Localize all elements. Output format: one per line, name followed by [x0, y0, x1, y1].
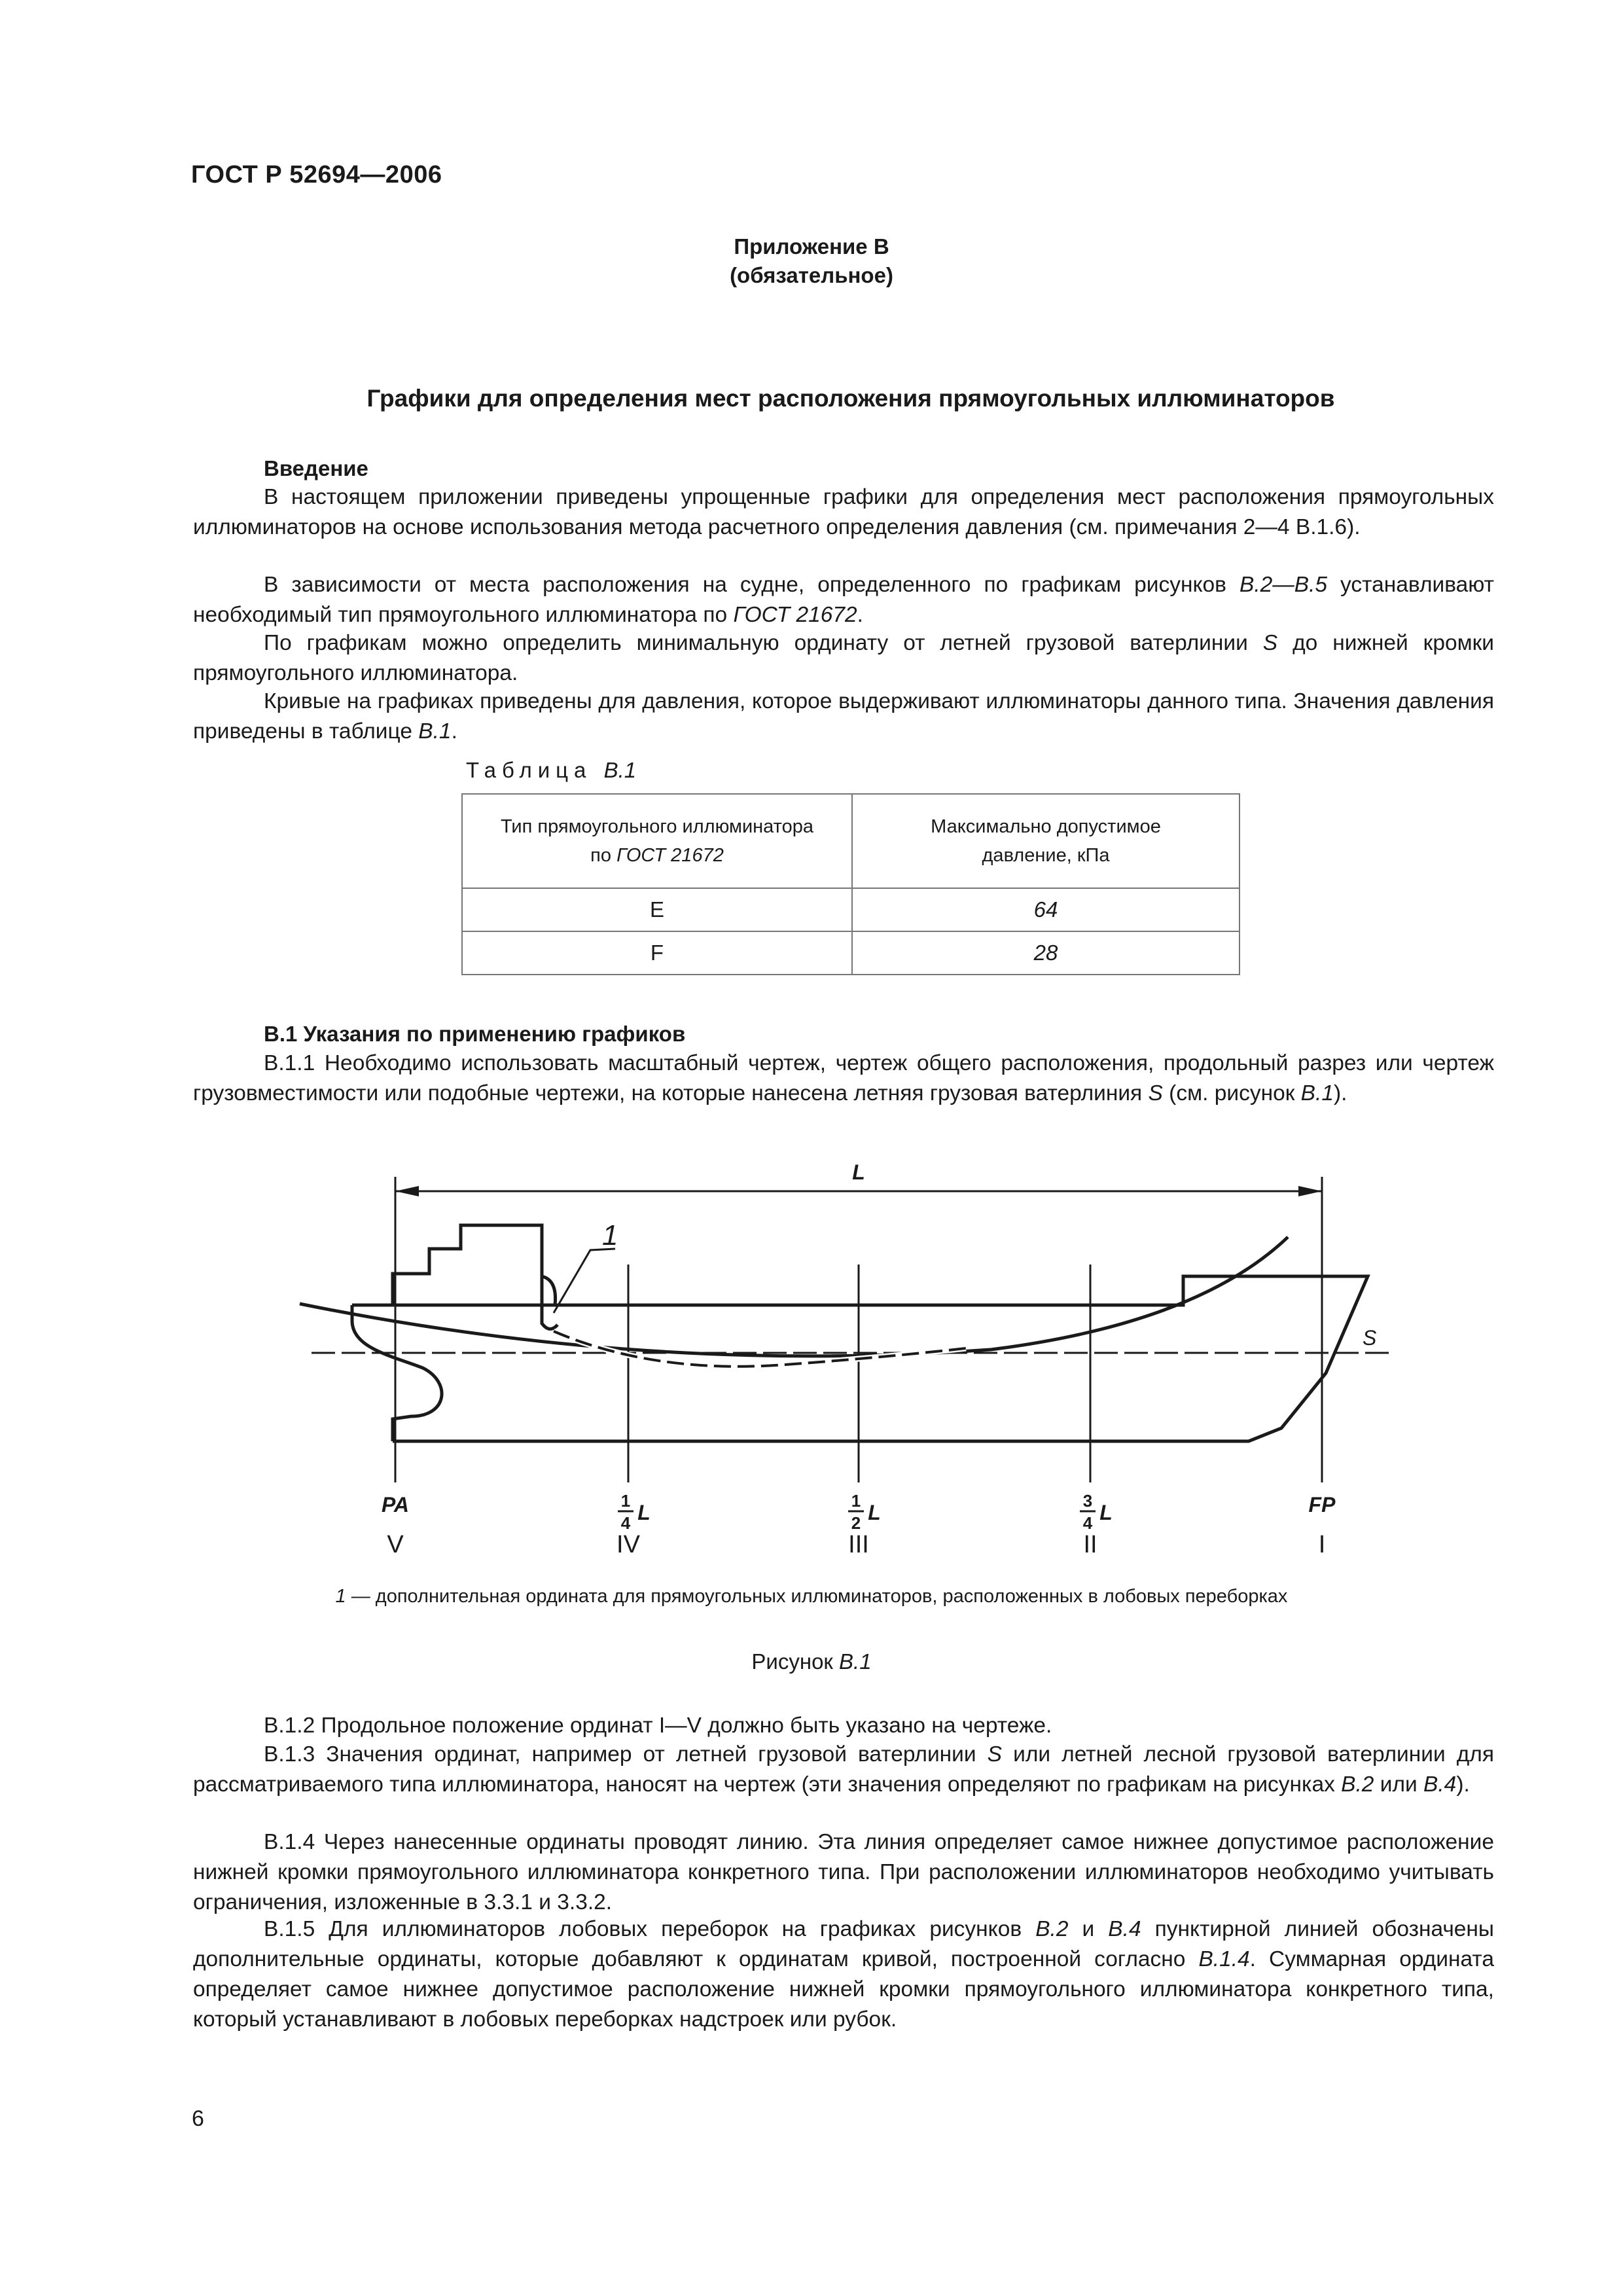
annex-title: Графики для определения мест расположения прямоугольных иллюминаторов [366, 385, 1335, 412]
paragraph-b1-5: В.1.5 Для иллюминаторов лобовых переборок на графиках рисунков В.2 и В.4 пунктирной линией обозначены дополнительные ординаты, которые добавляют к ординатам кривой, построенной согласно В.1.4. Суммарная ордината определяет самое нижнее допустимое расположение нижней кромки прямоугольного иллюминатора конкретного типа, который устанавливают в лобовых переборках надстроек или рубок. [193, 1917, 1494, 2032]
station-lines [395, 1177, 1322, 1482]
intro-paragraph-4: Кривые на графиках приведены для давления, которое выдерживают иллюминаторы данного типа. Значения давления приведены в таблице В.1. [193, 689, 1494, 744]
table-caption: Таблица В.1 [466, 758, 637, 782]
fraction-denominator: 2 [851, 1513, 861, 1533]
fraction-denominator: 4 [1082, 1513, 1093, 1533]
table-cell-type: E [462, 888, 852, 931]
waterline-s [312, 1326, 1389, 1353]
table-cell-pressure: 28 [852, 931, 1240, 975]
waterline-label: S [1363, 1326, 1377, 1350]
annex-status: (обязательное) [730, 263, 893, 287]
station-roman-v: V [387, 1531, 404, 1558]
table-header-pressure: Максимально допустимое давление, кПа [852, 794, 1240, 888]
fraction-denominator: 4 [620, 1513, 631, 1533]
table-header-row [462, 794, 1240, 888]
station-label-fp: FP [1308, 1493, 1336, 1516]
intro-paragraph-2: В зависимости от места расположения на судне, определенного по графикам рисунков В.2—В.5 устанавливают необходимый тип прямоугольного иллюминатора по ГОСТ 21672. [193, 573, 1494, 627]
table-row [462, 888, 1240, 931]
figure-caption: Рисунок В.1 [751, 1649, 872, 1674]
station-label-pa: PA [381, 1493, 410, 1516]
station-label-l: L [1099, 1501, 1113, 1524]
station-roman-i: I [1318, 1531, 1326, 1558]
station-roman-ii: II [1083, 1531, 1097, 1558]
section-b1-heading: В.1 Указания по применению графиков [264, 1022, 686, 1046]
intro-paragraph-3: По графикам можно определить минимальную ординату от летней грузовой ватерлинии S до нижней кромки прямоугольного иллюминатора. [193, 631, 1494, 685]
intro-heading: Введение [264, 456, 368, 480]
porthole-pressure-table [461, 793, 1240, 975]
ship-hull-outline [352, 1225, 1368, 1441]
page-number: 6 [192, 2106, 204, 2131]
station-labels [382, 1491, 1336, 1558]
length-dimension [395, 1160, 1322, 1196]
station-label-l: L [868, 1501, 881, 1524]
figure-legend: 1 — дополнительная ордината для прямоугольных иллюминаторов, расположенных в лобовых переборках [335, 1586, 1288, 1607]
paragraph-b1-3: В.1.3 Значения ординат, например от летней грузовой ватерлинии S или летней лесной грузовой ватерлинии для рассматриваемого типа иллюминатора, наносят на чертеж (эти значения определяют по графикам на рисунках В.2 или В.4). [193, 1742, 1494, 1797]
fraction-numerator: 1 [851, 1491, 861, 1511]
table-cell-type: F [462, 931, 852, 975]
standard-header: ГОСТ Р 52694—2006 [191, 161, 442, 188]
paragraph-b1-2: В.1.2 Продольное положение ординат I—V должно быть указано на чертеже. [264, 1713, 1052, 1738]
callout-number: 1 [602, 1219, 618, 1251]
paragraph-b1-4: В.1.4 Через нанесенные ординаты проводят линию. Эта линия определяет самое нижнее допустимое расположение нижней кромки прямоугольного иллюминатора конкретного типа. При расположении иллюминаторов необходимо учитывать ограничения, изложенные в 3.3.1 и 3.3.2. [193, 1830, 1494, 1914]
ship-diagram [0, 1152, 1623, 1571]
station-roman-iii: III [848, 1531, 869, 1558]
station-roman-iv: IV [616, 1531, 640, 1558]
station-label-l: L [637, 1501, 651, 1524]
intro-paragraph-1: В настоящем приложении приведены упрощенные графики для определения мест расположения прямоугольных иллюминаторов на основе использования метода расчетного определения давления (см. примечания 2—4 В.1.6). [193, 485, 1494, 539]
annex-label: Приложение В [734, 234, 889, 259]
callout-1 [554, 1219, 618, 1313]
fraction-numerator: 1 [620, 1491, 631, 1511]
table-row [462, 931, 1240, 975]
table-cell-pressure: 64 [852, 888, 1240, 931]
length-label: L [852, 1160, 865, 1184]
ordinate-curve [300, 1237, 1288, 1356]
table-header-type: Тип прямоугольного иллюминатора по ГОСТ 21672 [462, 794, 852, 888]
fraction-numerator: 3 [1082, 1491, 1093, 1511]
paragraph-b1-1: В.1.1 Необходимо использовать масштабный чертеж, чертеж общего расположения, продольный разрез или чертеж грузовместимости или подобные чертежи, на которые нанесена летняя грузовая ватерлиния S (см. рисунок В.1). [193, 1051, 1494, 1105]
